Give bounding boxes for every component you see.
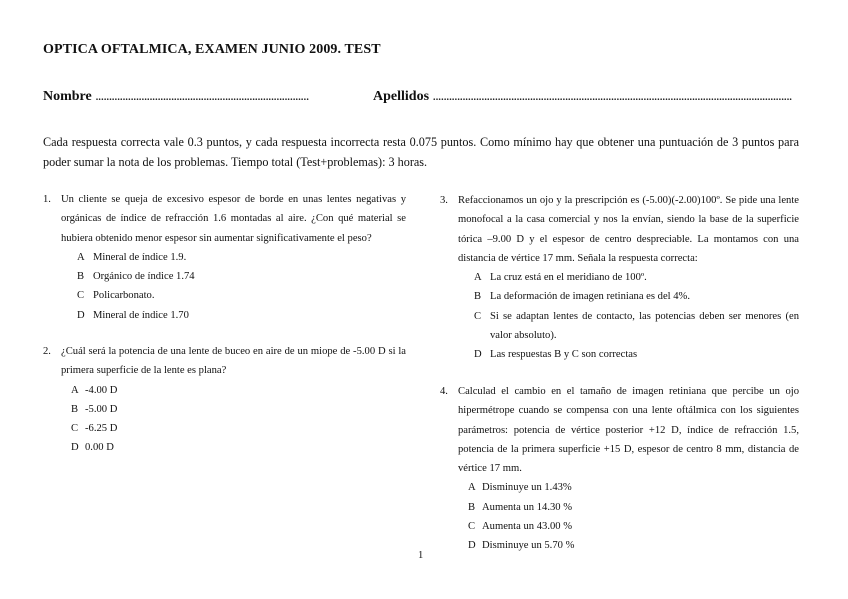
option-letter: A	[474, 272, 482, 284]
question-number: 1.	[43, 194, 51, 205]
question-2	[43, 342, 406, 458]
question-1	[43, 190, 406, 325]
option-list	[440, 478, 799, 555]
question-number: 3.	[440, 195, 448, 206]
option-a	[77, 248, 406, 267]
option-letter: A	[71, 384, 79, 396]
option-text: Policarbonato.	[93, 290, 155, 302]
question-stem: Calculad el cambio en el tamaño de imagen retiniana que percibe un ojo hipermétrope cuando se compensa con una lente oftálmica con los siguientes parámetros: potencia de vértice posterior +12 D, índice de refracción 1.5, potencia de la primera superficie +15 D, espesor de centro 8 mm, distancia de vértice 17 mm.	[458, 386, 799, 475]
option-text: -4.00 D	[85, 384, 118, 396]
option-letter: B	[71, 403, 79, 415]
option-text: Disminuye un 5.70 %	[482, 540, 575, 552]
option-text: La deformación de imagen retiniana es del 4%.	[490, 291, 691, 303]
option-text: Las respuestas B y C son correctas	[490, 349, 638, 361]
option-c	[77, 286, 406, 305]
option-b	[474, 287, 799, 306]
option-text: -5.00 D	[85, 403, 118, 415]
question-stem: ¿Cuál será la potencia de una lente de buceo en aire de un miope de -5.00 D si la primera superficie de la lente es plana?	[61, 346, 406, 377]
option-letter: C	[468, 521, 476, 533]
exam-title: OPTICA OFTALMICA, EXAMEN JUNIO 2009. TEST	[43, 42, 381, 57]
option-list	[43, 248, 406, 325]
question-number: 2.	[43, 346, 51, 357]
option-letter: C	[77, 290, 85, 302]
option-text: Orgánico de índice 1.74	[93, 271, 195, 283]
page-number: 1	[418, 550, 424, 561]
option-c	[474, 307, 799, 346]
option-text: Aumenta un 43.00 %	[482, 521, 573, 533]
option-c	[71, 419, 406, 438]
option-letter: B	[474, 291, 482, 303]
option-b	[71, 400, 406, 419]
option-text: Aumenta un 14.30 %	[482, 501, 573, 513]
option-letter: C	[71, 423, 79, 435]
question-stem: Refaccionamos un ojo y la prescripción es (-5.00)(-2.00)100º. Se pide una lente monofocal a la casa comercial y nos la envían, siendo la base de la superficie tórica –9.00 D y el espesor de centro despreciable. La montamos con una distancia de vértice 17 mm. Señala la respuesta correcta:	[458, 195, 799, 264]
option-a	[71, 381, 406, 400]
option-d	[71, 438, 406, 457]
option-b	[77, 267, 406, 286]
apellidos-fill-line: .....................................................................................................................................	[432, 89, 792, 104]
option-d	[474, 345, 799, 364]
nombre-field	[43, 89, 309, 105]
question-3	[440, 191, 799, 365]
nombre-label: Nombre	[43, 89, 96, 104]
instructions-paragraph: Cada respuesta correcta vale 0.3 puntos, y cada respuesta incorrecta resta 0.075 puntos. Como mínimo hay que obtener una puntuación de 3 puntos para poder sumar la nota de los problemas. Tiempo total (Test+problemas): 3 horas.	[43, 135, 799, 169]
option-b	[468, 498, 799, 517]
option-letter: D	[474, 349, 482, 361]
option-list	[440, 268, 799, 364]
option-letter: D	[468, 540, 476, 552]
option-letter: D	[71, 442, 79, 454]
option-d	[77, 306, 406, 325]
question-stem: Un cliente se queja de excesivo espesor de borde en unas lentes negativas y orgánicas de índice de refracción 1.6 montadas al aire. ¿Con qué material se hubiera obtenido menor espesor sin aumentar significativamente el peso?	[61, 194, 406, 244]
question-number: 4.	[440, 386, 448, 397]
option-a	[468, 478, 799, 497]
option-text: 0.00 D	[85, 442, 114, 454]
question-4	[440, 382, 799, 556]
apellidos-label: Apellidos	[373, 89, 433, 104]
option-d	[468, 536, 799, 555]
option-letter: B	[77, 271, 85, 283]
option-text: Mineral de índice 1.9.	[93, 251, 187, 263]
option-text: Disminuye un 1.43%	[482, 482, 572, 494]
option-list	[43, 381, 406, 458]
option-letter: C	[474, 310, 482, 322]
option-letter: A	[468, 482, 476, 494]
option-text: La cruz está en el meridiano de 100º.	[490, 272, 647, 284]
option-letter: B	[468, 501, 476, 513]
option-text: -6.25 D	[85, 423, 118, 435]
option-text: Mineral de índice 1.70	[93, 309, 189, 321]
option-letter: D	[77, 309, 85, 321]
nombre-fill-line: ...............................................................................	[95, 89, 309, 104]
apellidos-field	[373, 89, 792, 105]
option-c	[468, 517, 799, 536]
option-letter: A	[77, 251, 85, 263]
option-a	[474, 268, 799, 287]
option-text: Si se adaptan lentes de contacto, las potencias deben ser menores (en valor absoluto).	[490, 310, 799, 342]
